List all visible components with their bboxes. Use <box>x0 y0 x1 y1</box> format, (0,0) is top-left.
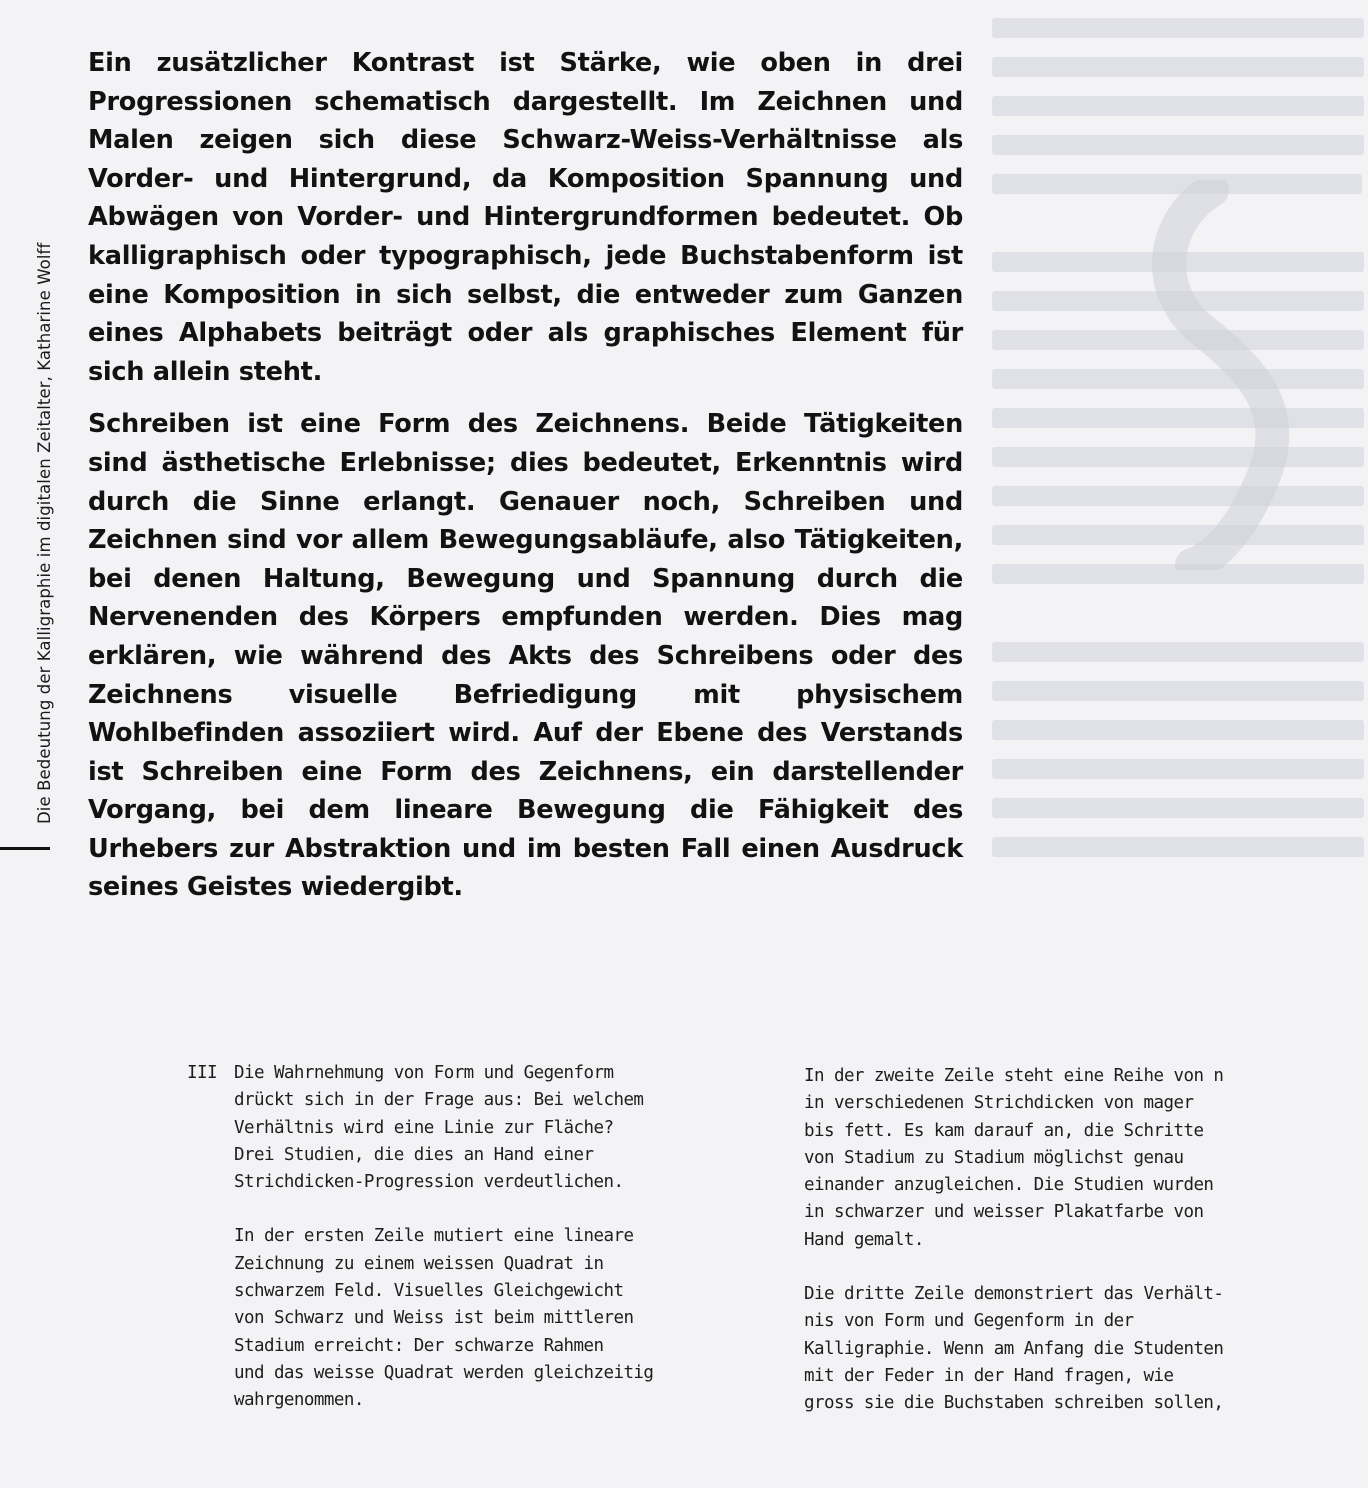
figure-number: III <box>187 1063 217 1083</box>
running-header-vertical: Die Bedeutung der Kalligraphie im digitalen Zeitalter, Katharine Wolff <box>35 242 54 824</box>
reverse-page-show-through <box>992 10 1368 870</box>
body-paragraph-2: Schreiben ist eine Form des Zeichnens. Beide Tätigkeiten sind ästhetische Erlebnisse; dies bedeutet, Erkenntnis wird durch die Sinne erlangt. Genauer noch, Schreiben und Zeichnen sind vor allem Bewegungsabläufe, also Tätigkeiten, bei denen Haltung, Bewegung und Spannung durch die Nervenenden des Körpers empfunden werden. Dies mag erklären, wie während des Akts des Schreibens oder des Zeichnens visuelle Befriedigung mit physischem Wohlbefinden assoziiert wird. Auf der Ebene des Verstands ist Schreiben eine Form des Zeichnens, ein darstellender Vorgang, bei dem lineare Bewegung die Fähigkeit des Urhebers zur Abstraktion und im besten Fall einen Ausdruck seines Geistes wiedergibt. <box>88 409 963 903</box>
caption-right-column <box>804 1063 1344 1418</box>
spine-rule <box>0 847 50 850</box>
body-paragraph-1: Ein zusätzlicher Kontrast ist Stärke, wie oben in drei Progressionen schematisch dargestellt. Im Zeichnen und Malen zeigen sich diese Schwarz-Weiss-Verhältnisse als Vorder- und Hintergrund, da Komposition Spannung und Abwägen von Vorder- und Hintergrundformen bedeutet. Ob kalligraphisch oder typographisch, jede Buchstabenform ist eine Komposition in sich selbst, die entweder zum Ganzen eines Alphabets beiträgt oder als graphisches Element für sich allein steht. <box>88 48 963 387</box>
caption-paragraph-3: In der zweite Zeile steht eine Reihe von n in verschiedenen Strichdicken von mager bis fett. Es kam darauf an, die Schritte von Stadium zu Stadium möglichst genau einander anzugleichen. Die Studien wurden in schwarzer und weisser Plakatfarbe von Hand gemalt. <box>804 1066 1224 1250</box>
caption-paragraph-1: Die Wahrnehmung von Form und Gegenform drückt sich in der Frage aus: Bei welchem Verhältnis wird eine Linie zur Fläche? Drei Studien, die dies an Hand einer Strichdicken-Progression verdeutlichen. <box>234 1063 644 1193</box>
reverse-page-calligraphy-mark <box>1142 180 1302 570</box>
caption-paragraph-2: In der ersten Zeile mutiert eine lineare Zeichnung zu einem weissen Quadrat in schwarzem Feld. Visuelles Gleichgewicht von Schwarz und Weiss ist beim mittleren Stadium erreicht: Der schwarze Rahmen und das weisse Quadrat werden gleichzeitig wahrgenommen. <box>234 1226 654 1411</box>
caption-paragraph-4: Die dritte Zeile demonstriert das Verhält- nis von Form und Gegenform in der Kalligraphie. Wenn am Anfang die Studenten mit der Feder in der Hand fragen, wie gross sie die Buchstaben schreiben sollen, <box>804 1284 1224 1414</box>
body-text <box>88 44 963 907</box>
caption-left-column <box>234 1060 754 1415</box>
